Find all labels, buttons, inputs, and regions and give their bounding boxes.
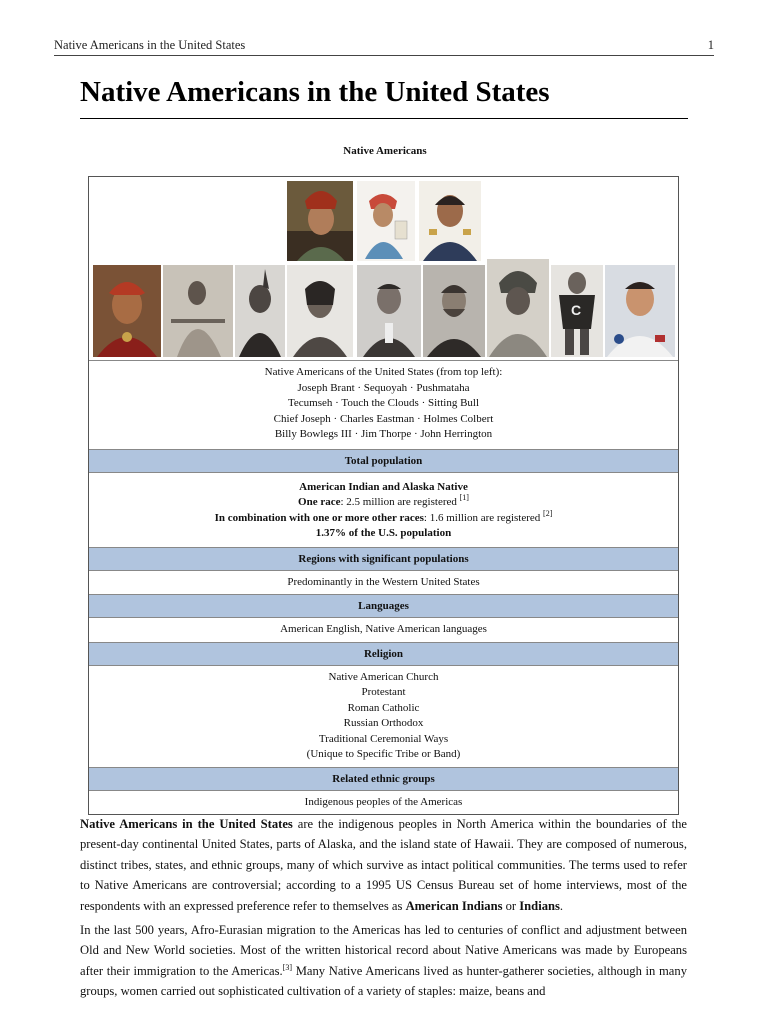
title-rule: [80, 118, 688, 119]
infobox: [88, 176, 679, 815]
regions-value: Predominantly in the Western United States: [89, 571, 678, 596]
header-rule: [54, 55, 714, 56]
paragraph-text: In the last 500 years, Afro-Eurasian migration to the Americas has led to centuries of conflict and adjustment between Old and New World societies. Most of the written historical record about Native Americans was made by Europeans after their immigration to the Americas.: [80, 923, 687, 978]
photo-caption-line: Tecumseh · Touch the Clouds · Sitting Bull: [287, 397, 480, 409]
religion-item: Protestant: [361, 686, 406, 698]
paragraph-2: [80, 920, 687, 1002]
religion-item: Native American Church: [328, 670, 439, 683]
religion-heading: Religion: [89, 643, 678, 666]
languages-value: American English, Native American languages: [89, 618, 678, 643]
lead-term: Native Americans in the United States: [80, 817, 293, 831]
running-header-title: Native Americans in the United States: [54, 38, 246, 52]
page-number: 1: [707, 38, 714, 52]
portrait-holmes-colbert: [423, 265, 485, 357]
portrait-chief-joseph: [287, 265, 353, 357]
term-american-indians: American Indians: [405, 898, 503, 913]
photo-caption-line: Billy Bowlegs III · Jim Thorpe · John Herrington: [274, 428, 493, 440]
portrait-sequoyah: [357, 181, 415, 261]
paragraph-text: or: [502, 898, 520, 913]
citation-3[interactable]: [3]: [282, 962, 293, 972]
photo-caption-line: Joseph Brant · Sequoyah · Pushmataha: [297, 381, 470, 394]
portrait-sitting-bull: [235, 265, 285, 357]
paragraph-text: Many Native Americans lived as hunter-gatherer societies, although in many groups, women carried out sophisticated cultivation of a variety of staples: maize, beans and: [80, 963, 687, 999]
term-indians: Indians: [519, 898, 560, 913]
svg-text:C: C: [571, 302, 582, 318]
combo-value: : 1.6 million are registered: [423, 511, 544, 524]
paragraph-1: [80, 814, 687, 916]
combo-line: [89, 508, 678, 527]
religion-item: (Unique to Specific Tribe or Band): [306, 748, 461, 760]
portrait-joseph-brant: [287, 181, 353, 261]
religion-item: Russian Orthodox: [343, 717, 424, 729]
population-percent: 1.37% of the U.S. population: [315, 527, 452, 539]
portrait-touch-the-clouds: [163, 265, 233, 357]
portrait-billy-bowlegs-iii: [487, 259, 549, 357]
languages-heading: Languages: [89, 595, 678, 618]
citation-1[interactable]: [1]: [459, 493, 469, 502]
one-race-label: One race: [298, 496, 341, 508]
paragraph-text: are the indigenous peoples in North America within the boundaries of the present-day continental United States, parts of Alaska, and the island state of Hawaii. They are composed of numerous, distinct tribes, states, and ethnic groups, many of which survive as intact political communities. The terms used to refer to Native Americans are controversial; according to a 1995 US Census Bureau set of home interviews, most of the respondents with an expressed preference refer to themselves as: [80, 817, 687, 913]
population-line1: American Indian and Alaska Native: [299, 480, 468, 493]
paragraph-text: .: [559, 898, 564, 913]
infobox-caption: Native Americans: [343, 145, 427, 157]
citation-2[interactable]: [2]: [543, 508, 553, 518]
one-race-line: [89, 495, 678, 511]
portrait-tecumseh: [93, 265, 161, 357]
combo-label: In combination with one or more other races: [214, 511, 424, 524]
photo-caption: [89, 361, 678, 450]
religion-list: [89, 666, 678, 768]
total-population-heading: Total population: [89, 450, 678, 473]
population-section: [89, 473, 678, 548]
one-race-value: : 2.5 million are registered: [340, 496, 460, 508]
photo-caption-line: Chief Joseph · Charles Eastman · Holmes Colbert: [273, 412, 494, 425]
page-title: Native Americans in the United States: [80, 76, 550, 108]
portrait-john-herrington: [605, 265, 675, 357]
regions-heading: Regions with significant populations: [89, 548, 678, 571]
article-body: [80, 814, 687, 1006]
portrait-collage: [89, 177, 678, 361]
religion-item: Traditional Ceremonial Ways: [318, 732, 449, 745]
portrait-charles-eastman: [357, 265, 421, 357]
related-groups-value: Indigenous peoples of the Americas: [304, 795, 463, 808]
photo-caption-line: Native Americans of the United States (from top left):: [264, 366, 503, 378]
religion-item: Roman Catholic: [347, 701, 420, 714]
portrait-pushmataha: [419, 181, 481, 261]
related-groups-heading: Related ethnic groups: [89, 768, 678, 791]
running-header: [54, 38, 714, 53]
portrait-jim-thorpe: [551, 265, 603, 357]
